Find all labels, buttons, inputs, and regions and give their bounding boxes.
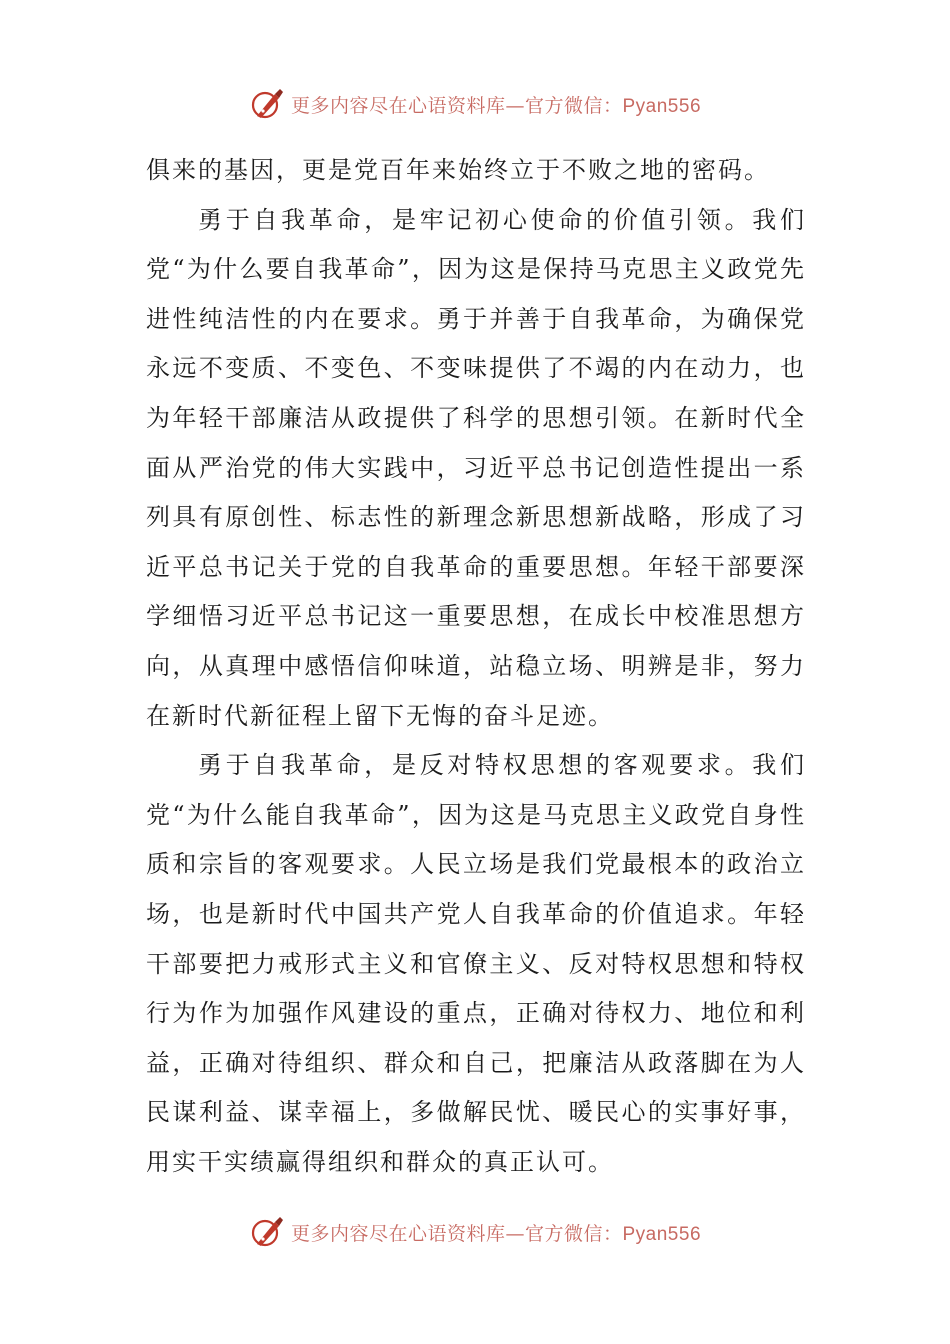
wechat-id: Pyan556: [622, 1223, 702, 1245]
document-body: [146, 146, 806, 1187]
pen-nib-logo-icon: [249, 1214, 285, 1250]
paragraph: 勇于自我革命，是反对特权思想的客观要求。我们党“为什么能自我革命”，因为这是马克思主义政党自身性质和宗旨的客观要求。人民立场是我们党最根本的政治立场，也是新时代中国共产党人自我革命的价值追求。年轻干部要把力戒形式主义和官僚主义、反对特权思想和特权行为作为加强作风建设的重点，正确对待权力、地位和利益，正确对待组织、群众和自己，把廉洁从政落脚在为人民谋利益、谋幸福上，多做解民忧、暖民心的实事好事，用实干实绩赢得组织和群众的真正认可。: [146, 751, 806, 1176]
pen-nib-logo-icon: [249, 86, 285, 122]
footer-banner: [0, 1212, 950, 1252]
paragraph-continuation: 俱来的基因，更是党百年来始终立于不败之地的密码。: [146, 156, 770, 184]
banner-text: 更多内容尽在心语资料库—官方微信：Pyan556: [290, 1222, 702, 1245]
paragraph: 勇于自我革命，是牢记初心使命的价值引领。我们党“为什么要自我革命”，因为这是保持马克思主义政党先进性纯洁性的内在要求。勇于并善于自我革命，为确保党永远不变质、不变色、不变味提供了不竭的内在动力，也为年轻干部廉洁从政提供了科学的思想引领。在新时代全面从严治党的伟大实践中，习近平总书记创造性提出一系列具有原创性、标志性的新理念新思想新战略，形成了习近平总书记关于党的自我革命的重要思想。年轻干部要深学细悟习近平总书记这一重要思想，在成长中校准思想方向，从真理中感悟信仰味道，站稳立场、明辨是非，努力在新时代新征程上留下无悔的奋斗足迹。: [146, 205, 806, 730]
header-banner: [0, 84, 950, 124]
wechat-id: Pyan556: [622, 95, 702, 117]
banner-text: 更多内容尽在心语资料库—官方微信：Pyan556: [290, 94, 702, 117]
